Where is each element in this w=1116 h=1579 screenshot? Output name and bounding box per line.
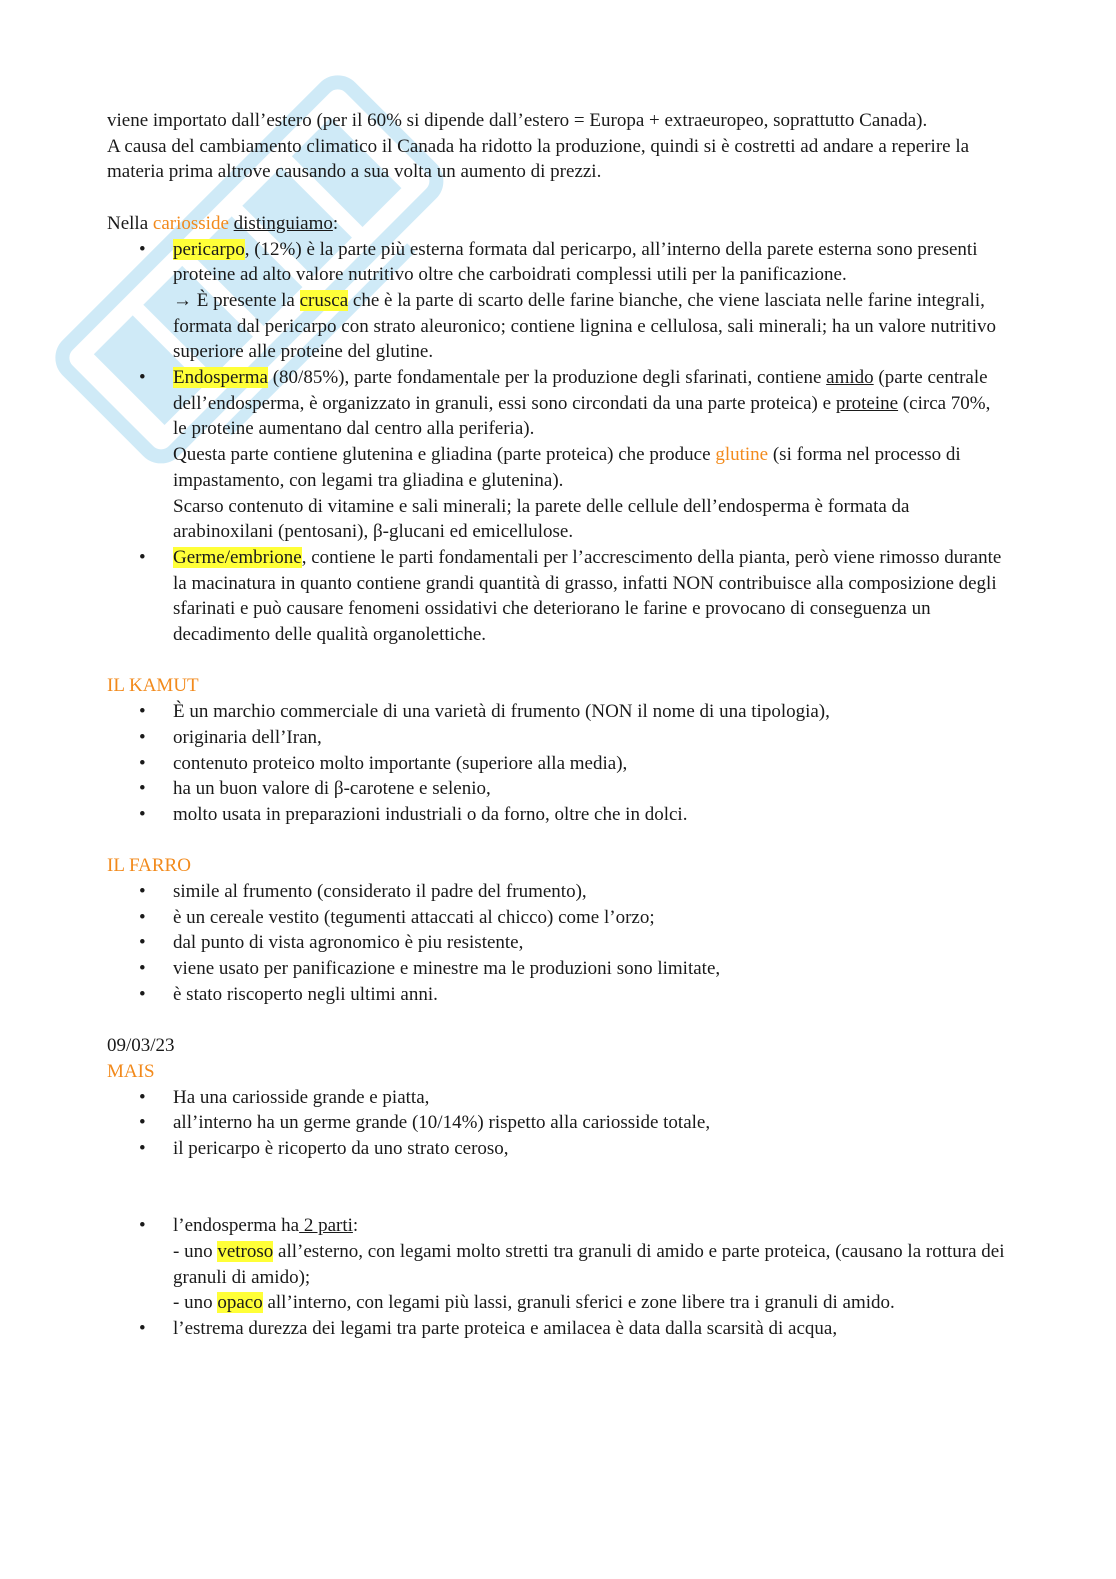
vetroso-text: all’esterno, con legami molto stretti tra granuli di amido e parte proteica, (causano la rottura dei granuli di amido); (173, 1240, 1005, 1288)
opaco-pre: - uno (173, 1292, 218, 1314)
date-label: 09/03/23 (107, 1035, 175, 1057)
crusca-pre: → È presente la (173, 289, 300, 311)
mais-list-continued (107, 1213, 1007, 1342)
opaco-term: opaco (217, 1292, 263, 1314)
germe-text: , contiene le parti fondamentali per l’accrescimento della pianta, però viene rimosso durante la macinatura in quanto contiene grandi quantità di grasso, infatti NON contribuisce alla composizione degli sfarinati e può causare fenomeni ossidativi che deteriorano le farine e provocano di conseguenza un decadimento delle qualità organolettiche. (173, 546, 1002, 646)
endo-colon: : (352, 1215, 359, 1237)
list-item: • il pericarpo è ricoperto da uno strato ceroso, (107, 1136, 1007, 1162)
list-item: • molto usata in preparazioni industriali o da forno, oltre che in dolci. (107, 802, 1007, 828)
pericarpo-text: , (12%) è la parte più esterna formata dal pericarpo, all’interno della parete esterna sono presenti proteine ad alto valore nutritivo oltre che carboidrati complessi utili per la panificazione. (173, 238, 978, 286)
amido-term: amido (826, 367, 874, 389)
endosperma-text-4: Scarso contenuto di vitamine e sali minerali; la parete delle cellule dell’endosperma è formata da arabinoxilani (pentosani), β-glucani ed emicellulose. (173, 495, 910, 543)
opaco-text: all’interno, con legami più lassi, granuli sferici e zone libere tra i granuli di amido. (262, 1292, 895, 1314)
mais-heading: MAIS (107, 1060, 155, 1082)
endosperma-term: Endosperma (173, 367, 268, 389)
list-item-endosperma-mais (107, 1213, 1007, 1316)
crusca-text: che è la parte di scarto delle farine bianche, che viene lasciata nelle farine integrali, formata dal pericarpo con strato aleuronico; contiene lignina e cellulosa, sali minerali; ha un valore nutritivo superiore alle proteine del glutine. (173, 289, 997, 363)
cariosside-lead (107, 211, 1007, 237)
kamut-heading: IL KAMUT (107, 675, 199, 697)
glutine-pre: Questa parte contiene glutenina e gliadina (parte proteica) che produce (173, 444, 716, 466)
farro-heading: IL FARRO (107, 855, 191, 877)
lead-text: Nella (107, 212, 153, 234)
list-item: • È un marchio commerciale di una varietà di frumento (NON il nome di una tipologia), (107, 699, 1007, 725)
glutine-term: glutine (715, 444, 769, 466)
list-item: • l’estrema durezza dei legami tra parte proteica e amilacea è data dalla scarsità di acqua, (107, 1316, 1007, 1342)
list-item: • simile al frumento (considerato il padre del frumento), (107, 879, 1007, 905)
cariosside-term: cariosside (152, 212, 229, 234)
list-item: • dal punto di vista agronomico è piu resistente, (107, 930, 1007, 956)
endosperma-text-3: (circa 70%, le proteine aumentano dal centro alla periferia). (173, 392, 991, 440)
cariosside-list (107, 237, 1007, 648)
lead-colon: : (332, 212, 339, 234)
endo-pre: l’endosperma ha (173, 1215, 300, 1237)
list-item: • originaria dell’Iran, (107, 725, 1007, 751)
list-item-germe (107, 545, 1007, 648)
document-page (107, 108, 1007, 1342)
endosperma-text-1: (80/85%), parte fondamentale per la produzione degli sfarinati, contiene (267, 367, 827, 389)
endosperma-text-2: (parte centrale dell’endosperma, è organizzato in granuli, essi sono circondati da una parte proteica) e (173, 367, 988, 414)
two-parts-term: 2 parti (299, 1215, 353, 1237)
pericarpo-term: pericarpo (173, 238, 245, 260)
glutine-post: (si forma nel processo di impastamento, con legami tra gliadina e glutenina). (173, 444, 961, 491)
germe-term: Germe/embrione (173, 546, 302, 568)
vetroso-term: vetroso (217, 1240, 274, 1262)
kamut-list (107, 699, 1007, 828)
vetroso-pre: - uno (173, 1240, 218, 1262)
list-item-pericarpo (107, 237, 1007, 366)
distinguiamo-term: distinguiamo (233, 212, 333, 234)
list-item: • è un cereale vestito (tegumenti attaccati al chicco) come l’orzo; (107, 905, 1007, 931)
farro-list (107, 879, 1007, 1008)
intro-paragraph-2: A causa del cambiamento climatico il Canada ha ridotto la produzione, quindi si è costretti ad andare a reperire la materia prima altrove causando a sua volta un aumento di prezzi. (107, 135, 970, 183)
list-item: • contenuto proteico molto importante (superiore alla media), (107, 751, 1007, 777)
list-item: • Ha una cariosside grande e piatta, (107, 1085, 1007, 1111)
list-item: • all’interno ha un germe grande (10/14%) rispetto alla cariosside totale, (107, 1110, 1007, 1136)
list-item-endosperma (107, 365, 1007, 545)
proteine-term: proteine (835, 392, 899, 414)
list-item: • ha un buon valore di β-carotene e selenio, (107, 776, 1007, 802)
crusca-term: crusca (299, 289, 349, 311)
mais-list (107, 1085, 1007, 1162)
list-item: • è stato riscoperto negli ultimi anni. (107, 982, 1007, 1008)
intro-paragraph-1: viene importato dall’estero (per il 60% si dipende dall’estero = Europa + extraeuropeo, soprattutto Canada). (107, 110, 928, 131)
list-item: • viene usato per panificazione e minestre ma le produzioni sono limitate, (107, 956, 1007, 982)
